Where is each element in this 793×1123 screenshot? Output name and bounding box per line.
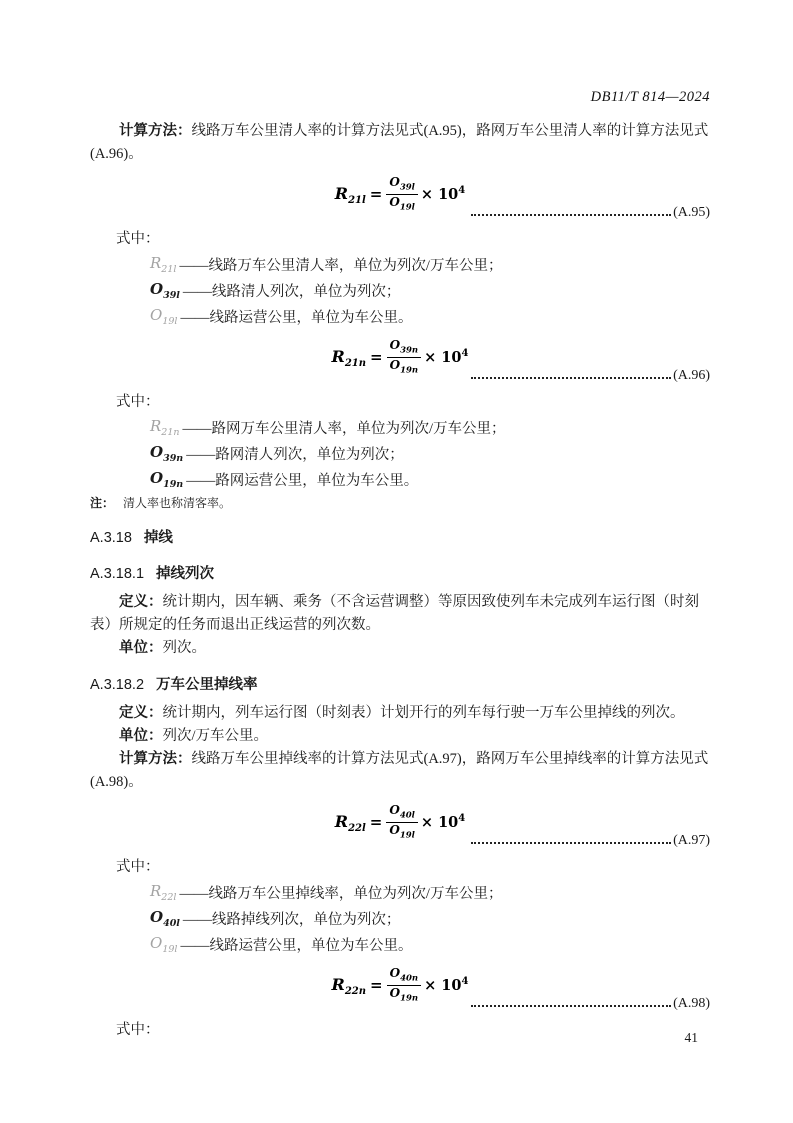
section-title: 万车公里掉线率	[156, 677, 258, 693]
para-text: 线路万车公里清人率的计算方法见式(A.95)，路网万车公里清人率的计算方法见式(A.96)。	[90, 123, 709, 162]
page-number: 41	[684, 1030, 698, 1045]
fraction-denominator: $O_{19l}$	[389, 823, 415, 841]
fraction-denominator: $O_{19n}$	[389, 986, 419, 1004]
symbol-description: ——线路掉线列次，单位为列次；	[182, 911, 401, 928]
symbol-description: ——路网运营公里，单位为车公里。	[186, 472, 419, 489]
symbol-description: ——线路万车公里掉线率，单位为列次/万车公里；	[179, 885, 503, 902]
para-label-definition: 定义：	[119, 594, 163, 610]
definition-para-1	[90, 591, 710, 637]
fraction	[386, 804, 418, 841]
dotted-leader	[471, 377, 671, 379]
symbol-description: ——线路运营公里，单位为车公里。	[180, 937, 413, 954]
doc-code-header: DB11/T 814—2024	[590, 89, 710, 105]
equation-leader	[471, 367, 710, 385]
symbol-definition	[150, 414, 710, 440]
where-label: 式中：	[116, 394, 160, 410]
equation-leader	[471, 832, 710, 850]
section-heading-a-3-18-2	[90, 674, 710, 696]
unit-para-1	[90, 637, 710, 660]
fraction	[387, 339, 421, 376]
equation-leader	[471, 995, 710, 1013]
dotted-leader	[471, 842, 671, 844]
formula-row-a95	[90, 174, 710, 222]
formula-row-a98	[90, 965, 710, 1013]
section-title: 掉线列次	[156, 566, 215, 582]
fraction-denominator: $O_{19l}$	[389, 195, 415, 213]
equals-sign: =	[369, 813, 383, 832]
symbol: $O_{19l}$	[150, 305, 178, 327]
equals-sign: =	[369, 185, 383, 204]
calc-method-para-1	[90, 120, 710, 166]
symbol: $O_{19l}$	[150, 933, 178, 955]
equation-leader	[471, 204, 710, 222]
symbol-definition	[150, 440, 710, 466]
symbol: $O_{39n}$	[150, 442, 184, 464]
section-heading-a-3-18	[90, 527, 710, 549]
note-text: 清人率也称清客率。	[123, 496, 232, 510]
symbol-definition	[150, 251, 710, 277]
formula-row-a96	[90, 337, 710, 385]
fraction	[386, 176, 418, 213]
symbol: $O_{39l}$	[150, 279, 180, 301]
symbol: $R_{21l}$	[150, 253, 177, 275]
unit-para-2	[90, 725, 710, 748]
symbol-description: ——线路清人列次，单位为列次；	[182, 283, 401, 300]
section-number: A.3.18	[90, 530, 132, 546]
note-label: 注：	[90, 496, 115, 510]
para-label-calc-method: 计算方法：	[119, 123, 192, 139]
where-label: 式中：	[116, 859, 160, 875]
para-label-unit: 单位：	[119, 728, 163, 744]
section-number: A.3.18.1	[90, 566, 145, 582]
definition-para-2	[90, 702, 710, 725]
section-heading-a-3-18-1	[90, 563, 710, 585]
symbol: $O_{19n}$	[150, 468, 184, 490]
symbol-description: ——线路运营公里，单位为车公里。	[180, 309, 413, 326]
symbol-description: ——路网万车公里清人率，单位为列次/万车公里；	[182, 420, 506, 437]
equation-number: (A.96)	[673, 368, 710, 383]
formula-factor: × $10^4$	[424, 976, 469, 995]
symbol-definition	[150, 905, 710, 931]
equation-number: (A.97)	[673, 833, 710, 848]
para-label-definition: 定义：	[119, 705, 163, 721]
equation-number: (A.95)	[673, 205, 710, 220]
para-text: 统计期内，因车辆、乘务（不含运营调整）等原因致使列车未完成列车运行图（时刻表）所规定的任务而退出正线运营的列次数。	[90, 594, 699, 633]
dotted-leader	[471, 214, 671, 216]
symbol-definition	[150, 931, 710, 957]
fraction-numerator: $O_{40l}$	[386, 804, 418, 823]
formula-lhs: $R_{22n}$	[331, 975, 367, 998]
fraction-denominator: $O_{19n}$	[389, 358, 419, 376]
section-title: 掉线	[143, 530, 173, 546]
para-label-unit: 单位：	[119, 640, 163, 656]
calc-method-para-2	[90, 748, 710, 794]
fraction-numerator: $O_{39l}$	[386, 176, 418, 195]
symbol-definition	[150, 303, 710, 329]
para-text: 统计期内，列车运行图（时刻表）计划开行的列车每行驶一万车公里掉线的列次。	[162, 705, 685, 721]
fraction-numerator: $O_{39n}$	[387, 339, 421, 358]
symbol-description: ——线路万车公里清人率，单位为列次/万车公里；	[179, 257, 503, 274]
para-text: 线路万车公里掉线率的计算方法见式(A.97)，路网万车公里掉线率的计算方法见式(A.98)。	[90, 751, 709, 790]
note-line	[90, 494, 710, 513]
symbol: $R_{22l}$	[150, 881, 177, 903]
para-text: 列次。	[162, 640, 206, 656]
formula-lhs: $R_{21l}$	[334, 184, 366, 207]
symbol: $R_{21n}$	[150, 416, 180, 438]
para-text: 列次/万车公里。	[162, 728, 269, 744]
where-label: 式中：	[116, 1022, 160, 1038]
symbol-definition	[150, 277, 710, 303]
symbol: $O_{40l}$	[150, 907, 180, 929]
formula-factor: × $10^4$	[424, 348, 469, 367]
symbol-definition	[150, 466, 710, 492]
fraction-numerator: $O_{40n}$	[387, 967, 421, 986]
fraction	[387, 967, 421, 1004]
equation-number: (A.98)	[673, 996, 710, 1011]
para-label-calc-method: 计算方法：	[119, 751, 192, 767]
formula-factor: × $10^4$	[420, 813, 466, 832]
section-number: A.3.18.2	[90, 677, 145, 693]
formula-lhs: $R_{22l}$	[334, 812, 366, 835]
symbol-description: ——路网清人列次，单位为列次；	[186, 446, 404, 463]
symbol-definition	[150, 879, 710, 905]
formula-lhs: $R_{21n}$	[331, 347, 367, 370]
equals-sign: =	[370, 976, 383, 995]
equals-sign: =	[370, 348, 383, 367]
formula-row-a97	[90, 802, 710, 850]
formula-factor: × $10^4$	[420, 185, 466, 204]
dotted-leader	[471, 1005, 671, 1007]
where-label: 式中：	[116, 231, 160, 247]
